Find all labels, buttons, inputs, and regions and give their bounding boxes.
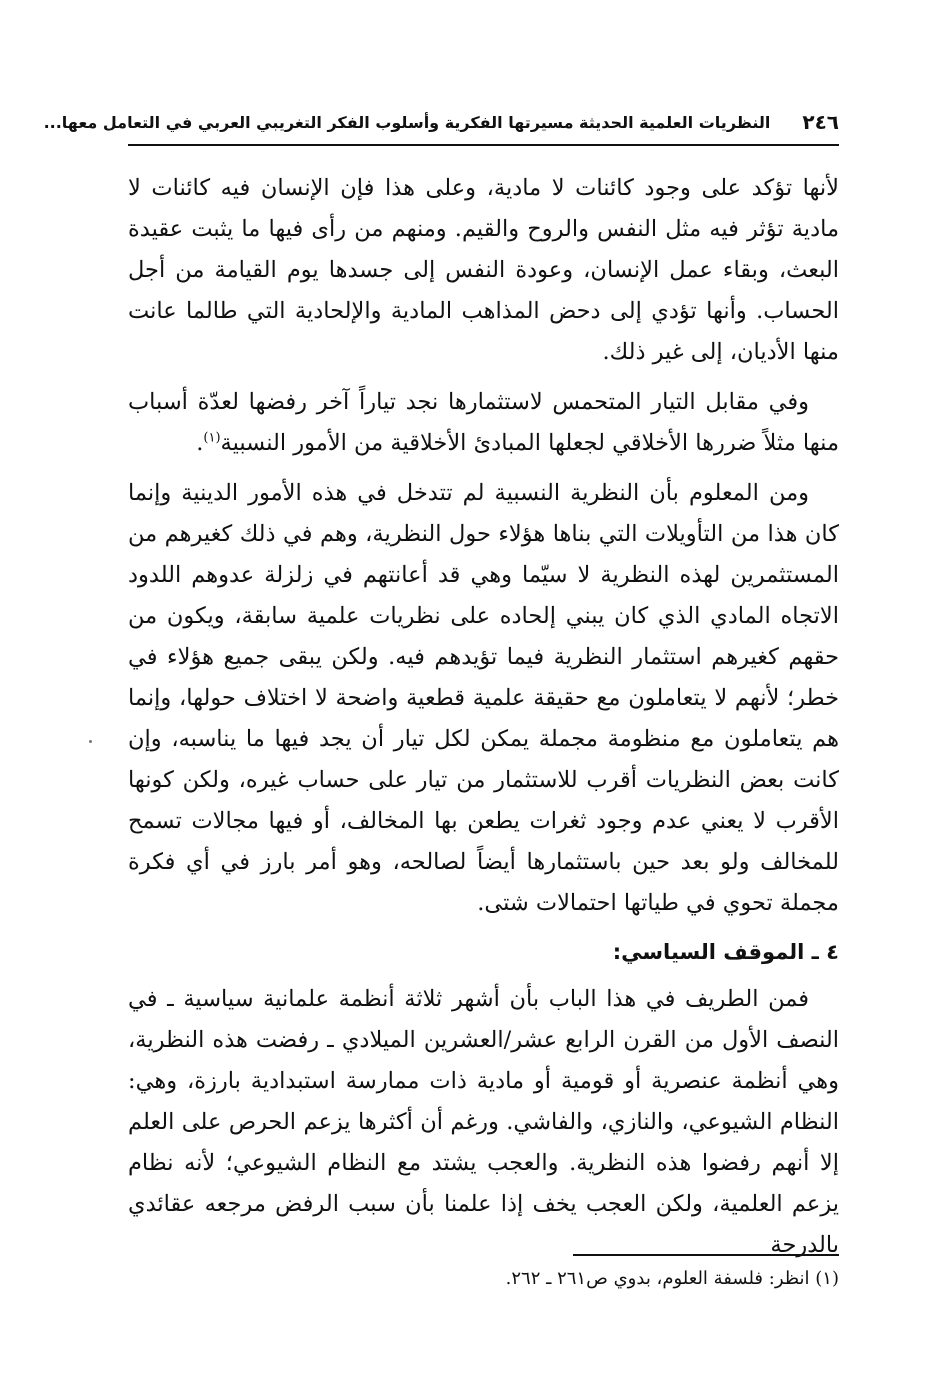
paragraph-continued: لأنها تؤكد على وجود كائنات لا مادية، وعلى هذا فإن الإنسان فيه كائنات لا مادية تؤثر فيه مثل النفس والروح والقيم. ومنهم من رأى فيها ما يثبت عقيدة البعث، وبقاء عمل الإنسان، وعودة النفس إلى جسدها يوم القيامة من أجل الحساب. وأنها تؤدي إلى دحض المذاهب المادية والإلحادية التي طالما عانت منها الأديان، إلى غير ذلك. <box>128 175 839 365</box>
footnote-rule <box>573 1254 839 1256</box>
paragraph-relativity: ومن المعلوم بأن النظرية النسبية لم تتدخل في هذه الأمور الدينية وإنما كان هذا من التأويلات التي بناها هؤلاء حول النظرية، وهم في ذلك كغيرهم من المستثمرين لهذه النظرية لا سيّما وهي قد أعانتهم في زلزلة عدوهم اللدود الاتجاه المادي الذي كان يبني إلحاده على نظريات علمية سابقة، ويكون من حقهم كغيرهم استثمار النظرية فيما تؤيدهم فيه. ولكن يبقى جميع هؤلاء في خطر؛ لأنهم لا يتعاملون مع حقيقة علمية قطعية واضحة لا اختلاف حولها، وإنما هم يتعاملون مع منظومة مجملة يمكن لكل تيار أن يجد فيها ما يناسبه، وإن كانت بعض النظريات أقرب للاستثمار من تيار على حساب غيره، ولكن كونها الأقرب لا يعني عدم وجود ثغرات يطعن بها المخالف، أو فيها مجالات تسمح للمخالف ولو بعد حين باستثمارها أيضاً لصالحه، وهو أمر بارز في أي فكرة مجملة تحوي في طياتها احتمالات شتى. <box>128 480 839 916</box>
footnote-reference[interactable]: (١) <box>203 430 221 446</box>
header-rule <box>128 144 839 146</box>
paragraph-opposing-current <box>128 382 839 464</box>
paragraph-political: فمن الطريف في هذا الباب بأن أشهر ثلاثة أنظمة علمانية سياسية ـ في النصف الأول من القرن الرابع عشر/العشرين الميلادي ـ رفضت هذه النظرية، وهي أنظمة عنصرية أو قومية أو مادية ذات ممارسة استبدادية بارزة، وهي: النظام الشيوعي، والنازي، والفاشي. ورغم أن أكثرها يزعم الحرص على العلم إلا أنهم رفضوا هذه النظرية. والعجب يشتد مع النظام الشيوعي؛ لأنه نظام يزعم العلمية، ولكن العجب يخف إذا علمنا بأن سبب الرفض مرجعه عقائدي بالدرجة <box>128 986 839 1258</box>
footnote-marker: (١) <box>815 1268 839 1289</box>
scan-speck <box>89 740 92 743</box>
section-heading: ٤ ـ الموقف السياسي: <box>612 940 839 964</box>
page-number: ٢٤٦ <box>802 110 839 134</box>
page-header <box>43 104 839 140</box>
footnote-text: انظر: فلسفة العلوم، بدوي ص٢٦١ ـ ٢٦٢. <box>505 1268 810 1289</box>
paragraph-text: وفي مقابل التيار المتحمس لاستثمارها نجد تياراً آخر رفضها لعدّة أسباب منها مثلاً ضررها الأخلاقي لجعلها المبادئ الأخلاقية من الأمور النسبية <box>128 389 839 456</box>
sentence-end: . <box>196 430 204 456</box>
footnote <box>128 1264 839 1294</box>
body-text <box>128 168 839 1275</box>
running-title: النظريات العلمية الحديثة مسيرتها الفكرية وأسلوب الفكر التغريبي العربي في التعامل معها... <box>43 112 771 132</box>
